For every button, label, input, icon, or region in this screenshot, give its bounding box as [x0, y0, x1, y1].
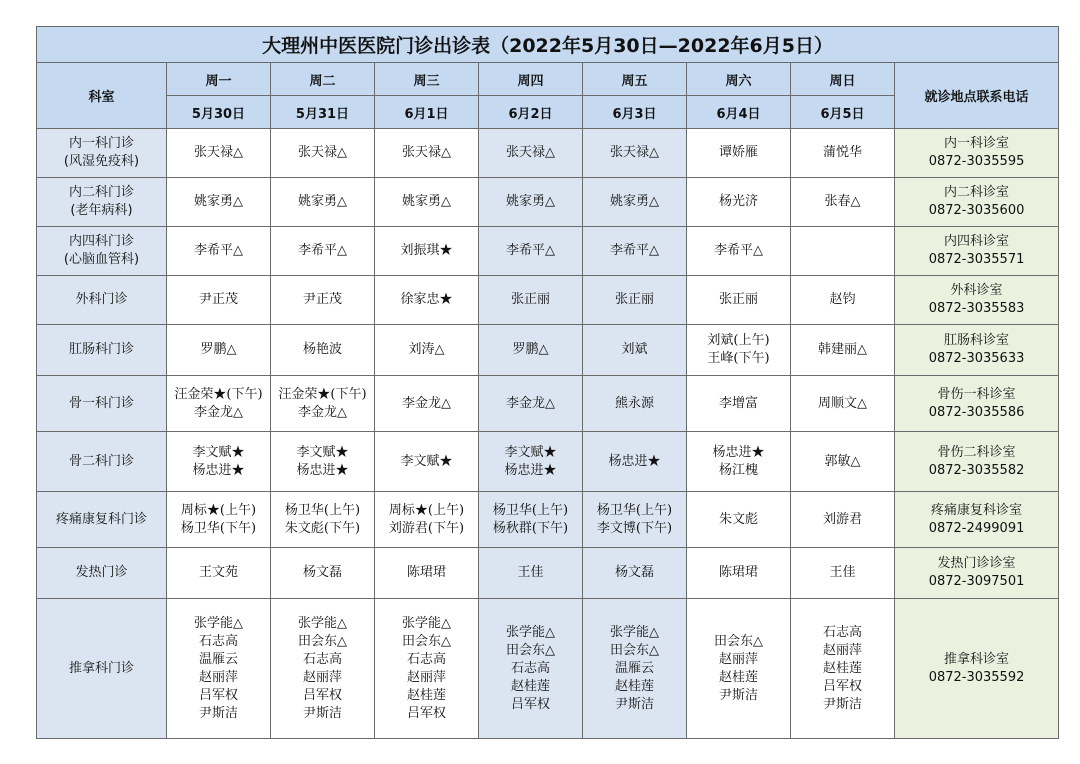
doctor-cell: [271, 178, 375, 227]
doctor-name: 尹斯洁: [718, 687, 758, 703]
doctor-name: 张春△: [824, 194, 861, 209]
phone-number: 0872-3035592: [928, 669, 1025, 685]
doctor-cell: [791, 276, 895, 325]
doctor-name: 杨忠进★: [608, 453, 661, 469]
doctor-cell: [271, 432, 375, 492]
phone-number: 0872-3035586: [928, 404, 1025, 420]
doctor-cell: [375, 492, 479, 548]
doctor-name: 王佳: [517, 565, 544, 580]
doctor-cell: [479, 227, 583, 276]
doctor-name: 姚家勇△: [298, 194, 347, 209]
doctor-name: 李文赋★: [192, 444, 245, 460]
doctor-name: 朱文彪: [718, 511, 758, 527]
doctor-name: 赵桂莲: [614, 678, 654, 694]
date-header: 6月1日: [375, 96, 479, 129]
doctor-name: 温雁云: [198, 651, 238, 667]
doctor-name: 尹斯洁: [198, 705, 238, 721]
doctor-name: 杨忠进★: [296, 462, 349, 478]
doctor-name: 周标★(上午): [180, 502, 257, 518]
doctor-name: 石志高: [198, 633, 238, 649]
doctor-name: 张正丽: [510, 292, 550, 307]
doctor-name: 吕军权: [198, 687, 238, 703]
schedule-container: [36, 26, 1058, 739]
doctor-name: 张正丽: [718, 292, 758, 307]
doctor-cell: [167, 548, 271, 599]
doctor-name: 周标★(上午): [388, 502, 465, 518]
doctor-cell: [583, 227, 687, 276]
table-row: [37, 432, 1059, 492]
doctor-cell: [271, 548, 375, 599]
doctor-name: 张学能△: [402, 615, 451, 631]
dept-name-line: (心脑血管科): [63, 252, 140, 267]
doctor-cell: [583, 276, 687, 325]
doctor-name: 罗鹏△: [512, 342, 549, 357]
doctor-name: 赵丽萍: [198, 669, 238, 685]
dept-name-cell: [37, 492, 167, 548]
table-row: [37, 129, 1059, 178]
doctor-name: 田会东△: [298, 633, 347, 649]
doctor-name: 杨卫华(上午): [492, 502, 569, 518]
clinic-room-name: 内四科诊室: [944, 234, 1010, 249]
dept-name-cell: [37, 129, 167, 178]
doctor-cell: [583, 432, 687, 492]
doctor-name: 杨忠进★: [504, 462, 557, 478]
doctor-cell: [687, 548, 791, 599]
clinic-room-name: 外科诊室: [950, 283, 1003, 298]
dept-name-line: 肛肠科门诊: [68, 342, 134, 357]
table-row: [37, 227, 1059, 276]
dept-name-cell: [37, 432, 167, 492]
dept-name-line: 内二科门诊: [68, 185, 134, 200]
dept-name-cell: [37, 178, 167, 227]
weekday-header: 周二: [271, 63, 375, 96]
doctor-name: 田会东△: [506, 642, 555, 658]
phone-number: 0872-3035633: [928, 351, 1025, 366]
doctor-cell: [167, 129, 271, 178]
phone-number: 0872-3035571: [928, 252, 1025, 267]
contact-cell: [895, 276, 1059, 325]
doctor-cell: [167, 432, 271, 492]
doctor-cell: [479, 129, 583, 178]
doctor-name: 赵丽萍: [302, 669, 342, 685]
table-row: [37, 492, 1059, 548]
page-title: 大理州中医医院门诊出诊表（2022年5月30日—2022年6月5日）: [37, 27, 1059, 63]
doctor-name: 李希平△: [506, 243, 555, 258]
doctor-cell: [479, 376, 583, 432]
doctor-name: 石志高: [406, 651, 446, 667]
doctor-cell: [687, 129, 791, 178]
doctor-name: 李金龙△: [506, 395, 555, 411]
doctor-name: 李希平△: [298, 243, 347, 258]
doctor-cell: [479, 178, 583, 227]
doctor-name: 朱文彪(下午): [284, 520, 361, 536]
doctor-cell: [479, 325, 583, 376]
table-row: [37, 599, 1059, 739]
doctor-cell: [583, 178, 687, 227]
doctor-name: 杨卫华(下午): [180, 520, 257, 536]
clinic-room-name: 骨伤一科诊室: [937, 386, 1016, 402]
dept-name-line: 内四科门诊: [68, 234, 134, 249]
doctor-name: 李增富: [718, 395, 758, 411]
dept-name-line: 骨二科门诊: [68, 453, 134, 469]
doctor-cell: [375, 227, 479, 276]
doctor-name: 刘游君: [822, 511, 862, 527]
contact-cell: [895, 376, 1059, 432]
doctor-name: 杨光济: [718, 194, 758, 209]
doctor-cell: [583, 325, 687, 376]
phone-number: 0872-3035582: [928, 462, 1025, 478]
dept-name-line: 疼痛康复科门诊: [55, 511, 147, 527]
dept-name-line: 骨一科门诊: [68, 395, 134, 411]
doctor-cell: [479, 548, 583, 599]
doctor-cell: [375, 325, 479, 376]
doctor-cell: [375, 432, 479, 492]
phone-number: 0872-3035595: [928, 154, 1025, 169]
doctor-name: 刘涛△: [408, 342, 445, 357]
doctor-name: 李希平△: [714, 243, 763, 258]
doctor-name: 杨卫华(上午): [596, 502, 673, 518]
doctor-name: 张正丽: [614, 292, 654, 307]
phone-number: 0872-3035600: [928, 203, 1025, 218]
dept-name-line: (风湿免疫科): [63, 154, 140, 169]
doctor-name: 赵丽萍: [406, 669, 446, 685]
weekday-header: 周五: [583, 63, 687, 96]
date-header: 6月2日: [479, 96, 583, 129]
doctor-name: 尹斯洁: [302, 705, 342, 721]
contact-column-header: 就诊地点联系电话: [895, 63, 1059, 129]
doctor-name: 李金龙△: [402, 395, 451, 411]
doctor-cell: [375, 548, 479, 599]
table-row: [37, 276, 1059, 325]
doctor-cell: [791, 548, 895, 599]
doctor-name: 张天禄△: [506, 145, 555, 160]
doctor-name: 吕军权: [406, 705, 446, 721]
doctor-cell: [791, 227, 895, 276]
doctor-name: 张学能△: [194, 615, 243, 631]
dept-name-cell: [37, 599, 167, 739]
doctor-cell: [791, 178, 895, 227]
doctor-cell: [479, 492, 583, 548]
doctor-cell: [167, 492, 271, 548]
phone-number: 0872-3097501: [928, 574, 1025, 589]
weekday-header: 周六: [687, 63, 791, 96]
doctor-name: 杨忠进★: [192, 462, 245, 478]
doctor-name: 杨文磊: [614, 565, 654, 580]
contact-cell: [895, 432, 1059, 492]
doctor-cell: [375, 276, 479, 325]
doctor-name: 张天禄△: [298, 145, 347, 160]
doctor-cell: [167, 325, 271, 376]
doctor-name: 杨艳波: [302, 342, 342, 357]
dept-name-line: 推拿科门诊: [68, 660, 134, 676]
doctor-name: 石志高: [822, 624, 862, 640]
doctor-name: 石志高: [510, 660, 550, 676]
doctor-name: 周顺文△: [818, 395, 867, 411]
doctor-name: 田会东△: [610, 642, 659, 658]
doctor-cell: [791, 599, 895, 739]
date-header: 6月4日: [687, 96, 791, 129]
doctor-name: 张学能△: [298, 615, 347, 631]
doctor-name: 赵钧: [829, 292, 856, 307]
doctor-name: 韩建丽△: [818, 342, 867, 357]
dept-name-line: 外科门诊: [75, 292, 128, 307]
doctor-cell: [271, 325, 375, 376]
doctor-name: 姚家勇△: [402, 194, 451, 209]
schedule-table: [36, 26, 1059, 739]
doctor-name: 陈珺珺: [406, 565, 446, 580]
doctor-name: 尹正茂: [302, 292, 342, 307]
doctor-name: 吕军权: [510, 696, 550, 712]
clinic-room-name: 推拿科诊室: [944, 651, 1010, 667]
weekday-header: 周四: [479, 63, 583, 96]
doctor-cell: [167, 178, 271, 227]
doctor-name: 张天禄△: [402, 145, 451, 160]
doctor-name: 王文苑: [198, 565, 238, 580]
doctor-cell: [375, 599, 479, 739]
doctor-name: 蒲悦华: [822, 145, 862, 160]
doctor-name: 陈珺珺: [718, 565, 758, 580]
doctor-name: 张学能△: [506, 624, 555, 640]
doctor-name: 李金龙△: [298, 404, 347, 420]
contact-cell: [895, 178, 1059, 227]
doctor-cell: [271, 276, 375, 325]
doctor-name: 赵丽萍: [822, 642, 862, 658]
contact-cell: [895, 325, 1059, 376]
doctor-name: 姚家勇△: [506, 194, 555, 209]
doctor-name: 杨忠进★: [712, 444, 765, 460]
doctor-name: 李金龙△: [194, 404, 243, 420]
doctor-name: 尹斯洁: [822, 696, 862, 712]
doctor-name: 李文博(下午): [596, 520, 673, 536]
doctor-cell: [687, 325, 791, 376]
doctor-name: 汪金荣★(下午): [174, 386, 263, 402]
doctor-cell: [791, 376, 895, 432]
weekday-header: 周日: [791, 63, 895, 96]
date-header: 5月30日: [167, 96, 271, 129]
doctor-name: 尹斯洁: [614, 696, 654, 712]
doctor-name: 吕军权: [822, 678, 862, 694]
doctor-cell: [583, 376, 687, 432]
doctor-cell: [479, 599, 583, 739]
doctor-cell: [479, 276, 583, 325]
contact-cell: [895, 492, 1059, 548]
dept-name-cell: [37, 376, 167, 432]
doctor-name: 汪金荣★(下午): [278, 386, 367, 402]
doctor-cell: [687, 227, 791, 276]
doctor-name: 熊永源: [614, 395, 654, 411]
clinic-room-name: 疼痛康复科诊室: [931, 502, 1023, 518]
doctor-name: 李文赋★: [504, 444, 557, 460]
contact-cell: [895, 129, 1059, 178]
doctor-name: 刘振琪★: [400, 243, 453, 258]
clinic-room-name: 发热门诊诊室: [937, 556, 1016, 571]
dept-name-cell: [37, 548, 167, 599]
contact-cell: [895, 227, 1059, 276]
clinic-room-name: 肛肠科诊室: [944, 333, 1010, 348]
dept-name-line: 内一科门诊: [68, 136, 134, 151]
doctor-name: 李文赋★: [296, 444, 349, 460]
doctor-cell: [167, 227, 271, 276]
doctor-name: 赵桂莲: [406, 687, 446, 703]
table-row: [37, 376, 1059, 432]
dept-name-cell: [37, 227, 167, 276]
doctor-cell: [271, 376, 375, 432]
doctor-cell: [375, 376, 479, 432]
doctor-cell: [791, 129, 895, 178]
table-row: [37, 178, 1059, 227]
doctor-name: 赵桂莲: [718, 669, 758, 685]
doctor-cell: [271, 492, 375, 548]
doctor-name: 刘游君(下午): [388, 520, 465, 536]
dept-name-cell: [37, 276, 167, 325]
doctor-cell: [271, 599, 375, 739]
doctor-cell: [167, 276, 271, 325]
doctor-name: 王佳: [829, 565, 856, 580]
doctor-cell: [583, 492, 687, 548]
weekday-header: 周一: [167, 63, 271, 96]
date-header: 5月31日: [271, 96, 375, 129]
doctor-name: 郭敏△: [824, 453, 861, 469]
dept-name-cell: [37, 325, 167, 376]
weekday-header: 周三: [375, 63, 479, 96]
doctor-name: 王峰(下午): [707, 351, 770, 366]
phone-number: 0872-2499091: [928, 520, 1025, 536]
doctor-name: 温雁云: [614, 660, 654, 676]
doctor-name: 田会东△: [714, 633, 763, 649]
doctor-name: 尹正茂: [198, 292, 238, 307]
doctor-cell: [791, 492, 895, 548]
doctor-cell: [687, 178, 791, 227]
dept-name-line: (老年病科): [70, 203, 133, 218]
clinic-room-name: 骨伤二科诊室: [937, 444, 1016, 460]
doctor-cell: [687, 376, 791, 432]
table-row: [37, 548, 1059, 599]
contact-cell: [895, 599, 1059, 739]
doctor-cell: [583, 129, 687, 178]
clinic-room-name: 内二科诊室: [944, 185, 1010, 200]
doctor-name: 姚家勇△: [194, 194, 243, 209]
doctor-name: 李希平△: [194, 243, 243, 258]
doctor-name: 徐家忠★: [400, 292, 453, 307]
doctor-cell: [583, 548, 687, 599]
doctor-name: 赵桂莲: [822, 660, 862, 676]
doctor-cell: [479, 432, 583, 492]
doctor-name: 张学能△: [610, 624, 659, 640]
phone-number: 0872-3035583: [928, 301, 1025, 316]
doctor-name: 赵桂莲: [510, 678, 550, 694]
doctor-name: 谭娇雁: [718, 145, 758, 160]
doctor-cell: [687, 432, 791, 492]
doctor-name: 罗鹏△: [200, 342, 237, 357]
doctor-cell: [167, 599, 271, 739]
doctor-cell: [791, 432, 895, 492]
doctor-name: 杨江槐: [718, 462, 758, 478]
dept-column-header: 科室: [37, 63, 167, 129]
doctor-name: 李文赋★: [400, 453, 453, 469]
doctor-cell: [167, 376, 271, 432]
doctor-cell: [687, 492, 791, 548]
doctor-cell: [687, 276, 791, 325]
table-row: [37, 325, 1059, 376]
doctor-name: 杨卫华(上午): [284, 502, 361, 518]
dept-name-line: 发热门诊: [75, 565, 128, 580]
doctor-name: 刘斌(上午): [707, 333, 770, 348]
doctor-cell: [375, 178, 479, 227]
doctor-name: 吕军权: [302, 687, 342, 703]
doctor-name: 李希平△: [610, 243, 659, 258]
doctor-cell: [687, 599, 791, 739]
doctor-name: 石志高: [302, 651, 342, 667]
doctor-name: 张天禄△: [610, 145, 659, 160]
date-header: 6月5日: [791, 96, 895, 129]
doctor-cell: [791, 325, 895, 376]
doctor-name: 田会东△: [402, 633, 451, 649]
doctor-cell: [271, 129, 375, 178]
doctor-cell: [375, 129, 479, 178]
doctor-name: 赵丽萍: [718, 651, 758, 667]
date-header: 6月3日: [583, 96, 687, 129]
doctor-cell: [271, 227, 375, 276]
clinic-room-name: 内一科诊室: [944, 136, 1010, 151]
doctor-name: 张天禄△: [194, 145, 243, 160]
doctor-name: 姚家勇△: [610, 194, 659, 209]
contact-cell: [895, 548, 1059, 599]
doctor-name: 杨秋群(下午): [492, 520, 569, 536]
doctor-name: 刘斌: [621, 342, 648, 357]
doctor-name: 杨文磊: [302, 565, 342, 580]
doctor-cell: [583, 599, 687, 739]
